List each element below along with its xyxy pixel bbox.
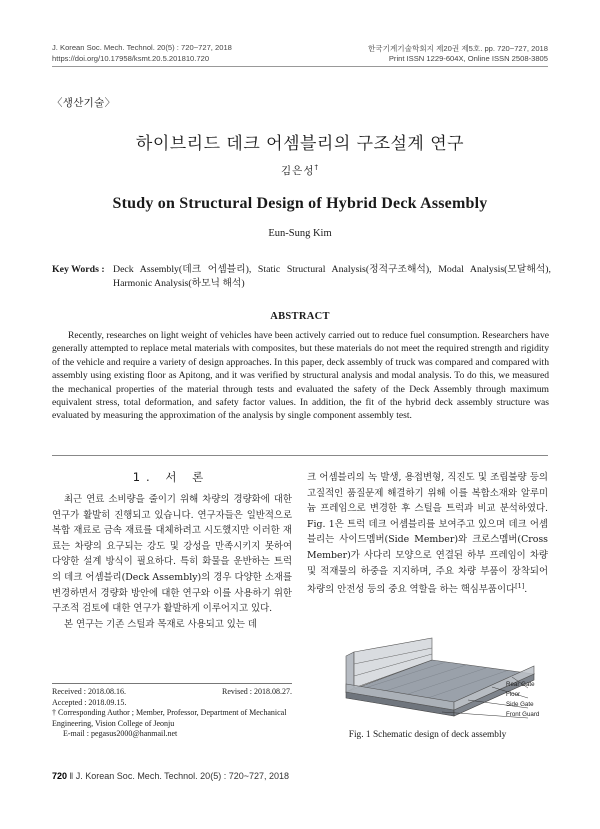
header-issn: Print ISSN 1229-604X, Online ISSN 2508-3805 [388,54,548,63]
section-title-introduction: 1. 서 론 [132,470,210,484]
footnote-divider [52,683,292,684]
figure-label-floor: Floor [506,691,521,698]
figure-label-front-guard: Front Guard [506,711,540,718]
author-english: Eun-Sung Kim [268,228,332,239]
figure-caption: Fig. 1 Schematic design of deck assembly [348,730,507,740]
page-footer [52,771,289,781]
corresponding-mark: † [314,163,319,172]
accepted-date: Accepted : 2018.09.15. [52,697,127,707]
figure-label-side-gate: Side Gate [506,701,534,708]
revised-date: Revised : 2018.08.27. [222,687,292,696]
intro-paragraph-2-continued: 크 어셈블리의 녹 발생, 용접변형, 직진도 및 조립불량 등의 고질적인 품질문제 해결하기 위해 이를 복합소재와 알루미늄 프레임으로 변경한 후 스틸을 트럭과 비교 분석하였다. Fig. 1은 트럭 데크 어셈블리를 보여주고 있으며 데크 어셈블리는 사이드멤버(Side Member)와 크로스멤버(Cross Member)가 사다리 모양으로 연결된 하부 프레임이 차량 및 적재물의 하중을 지지하며, 주요 차량 부품이 장착되어 차량의 안전성 등의 중요 역할을 하는 핵심부품이다 [307,472,548,596]
received-date: Received : 2018.08.16. [52,687,126,696]
keywords-text: Deck Assembly(데크 어셈블리), Static Structural Analysis(정적구조해석), Modal Analysis(모달해석), Harmonic Analysis(하모닉 해석) [113,264,551,289]
corresponding-author: † Corresponding Author ; Member, Professor, Department of Mechanical Engineering, Vision College of Jeonju [52,708,287,728]
footer-separator: ‖ [69,771,74,781]
header-journal-ko: 한국기계기술학회지 제20권 제5호. pp. 720~727, 2018 [367,44,548,53]
intro-paragraph-1: 최근 연료 소비량을 줄이기 위해 차량의 경량화에 대한 연구가 활발히 진행되고 있습니다. 연구자들은 일반적으로 복합 재료로 금속 재료를 대체하려고 시도했지만 이러한 재료는 차량의 요구되는 강도 및 강성을 만족시키지 못하여 다양한 설계 방식이 필요하다. 특히 화물을 운반하는 트럭의 데크 어셈블리(Deck Assembly)의 경우 다양한 소재를 변경하면서 경량화 방안에 대한 연구와 이를 사용하기 위한 구조적 검토에 대한 연구가 활발하게 이루어지고 있다. [52,494,292,615]
abstract-title: ABSTRACT [270,311,330,322]
intro-paragraph-2-start: 본 연구는 기존 스틸과 목재로 사용되고 있는 데 [64,618,257,630]
title-english: Study on Structural Design of Hybrid Deck Assembly [112,195,488,212]
author-korean [0,163,600,178]
right-column [307,470,548,598]
author-email: E-mail : pegasus2000@hanmail.net [63,729,178,739]
header-doi: https://doi.org/10.17958/ksmt.20.5.201810.720 [52,54,210,63]
keywords-label: Key Words : [52,264,105,275]
intro-paragraph-2-end: . [524,584,528,596]
author-korean-name: 김은성 [281,165,315,177]
title-korean: 하이브리드 데크 어셈블리의 구조설계 연구 [135,134,465,154]
footnotes [52,687,292,740]
header-journal-en: J. Korean Soc. Mech. Technol. 20(5) : 720~727, 2018 [52,43,232,52]
header-divider [52,66,548,67]
figure-label-rear-gate: Rear Gate [506,681,535,688]
reference-citation: [1] [515,582,525,591]
deck-assembly-figure [342,630,542,730]
left-column [52,492,292,632]
footer-journal: J. Korean Soc. Mech. Technol. 20(5) : 720~727, 2018 [75,771,290,781]
page-number: 720 [52,771,68,781]
abstract-divider [52,455,548,456]
abstract-body: Recently, researches on light weight of vehicles have been actively carried out to reduce fuel consumption. Researchers have generally attempted to replace metal materials with composites, but these materials do not meet the required strength and rigidity of the vehicle and require a variety of design approaches. In this paper, deck assembly of truck was compared and compared with assembly using existing floor as Apitong, and it was verified by structural analysis and modal analysis. To do this, we measured the mechanical properties of the material through tests and evaluated the safety of the Deck Assembly through maximum equivalent stress, total deformation, and safety factor values. In addition, the fit of the hybrid deck assembly structure was evaluated by measuring the approximation of the analysis by single component assembly test. [52,330,549,422]
article-category: 〈생산기술〉 [52,97,116,109]
